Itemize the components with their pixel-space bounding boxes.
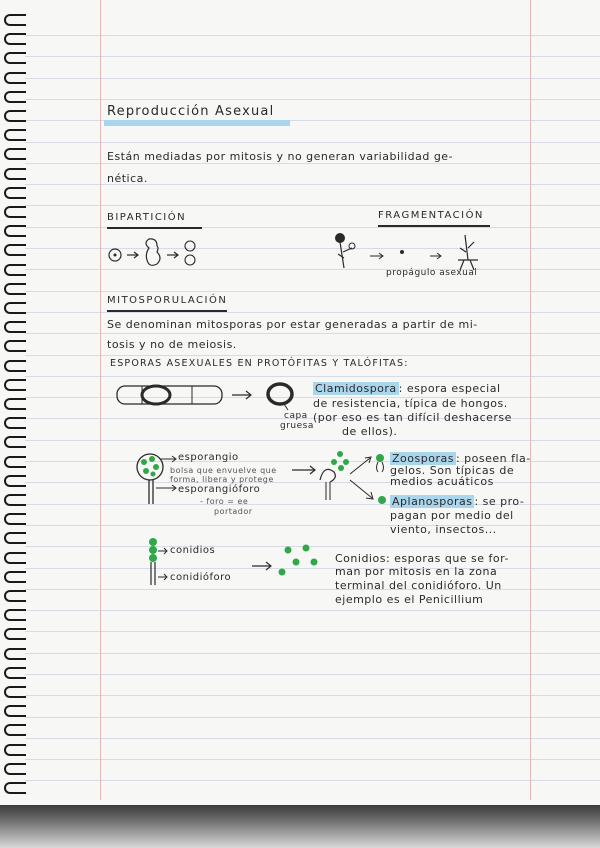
spiral-ring [4, 129, 26, 141]
ruled-line [25, 291, 600, 292]
esporangio-note-1: bolsa que envuelve que [170, 466, 277, 475]
esporangio-note-2: forma, libera y protege [170, 475, 274, 484]
spiral-ring [4, 532, 26, 544]
ruled-line [25, 35, 600, 36]
biparticion-heading: BIPARTICIÓN [107, 212, 187, 223]
spiral-ring [4, 686, 26, 698]
ruled-line [25, 717, 600, 718]
spiral-ring [4, 648, 26, 660]
ruled-line [25, 440, 600, 441]
clamidospora-diagram [112, 380, 312, 420]
ruled-line [25, 56, 600, 57]
intro-line-1: Están mediadas por mitosis y no generan variabilidad ge- [107, 150, 454, 163]
ruled-line [25, 695, 600, 696]
foro-note-2: portador [214, 507, 253, 516]
ruled-line [25, 610, 600, 611]
biparticion-underline [107, 227, 202, 229]
spiral-ring [4, 244, 26, 256]
ruled-line [25, 631, 600, 632]
spiral-ring [4, 360, 26, 372]
ruled-line [25, 142, 600, 143]
spiral-ring [4, 552, 26, 564]
conidios-label: conidios [170, 545, 216, 556]
clamidospora-line-1: Clamidospora : espora especial [315, 382, 501, 395]
conidios-line-1: Conidios: esporas que se for- [335, 552, 509, 565]
spiral-ring [4, 609, 26, 621]
clamidospora-line-4: de ellos). [342, 425, 398, 438]
conidia-release-diagram [250, 542, 330, 577]
ruled-line [25, 653, 600, 654]
biparticion-diagram [105, 240, 205, 270]
fragmentacion-heading: FRAGMENTACIÓN [378, 210, 484, 221]
ruled-line [25, 205, 600, 206]
spiral-ring [4, 72, 26, 84]
mitosporulacion-line-2: tosis y no de meiosis. [107, 338, 237, 351]
spore-release-diagram [290, 448, 400, 508]
spiral-ring [4, 398, 26, 410]
spiral-ring [4, 705, 26, 717]
ruled-line [25, 738, 600, 739]
ruled-line [25, 333, 600, 334]
zoosporas-term: Zoosporas [392, 452, 454, 465]
ruled-line [25, 376, 600, 377]
ruled-line [25, 759, 600, 760]
spiral-ring [4, 148, 26, 160]
ruled-line [25, 78, 600, 79]
ruled-line [25, 780, 600, 781]
ruled-line [25, 525, 600, 526]
esporangio-label: esporangio [178, 452, 239, 463]
ruled-line [25, 312, 600, 313]
conidios-line-2: man por mitosis en la zona [335, 565, 498, 578]
mitosporulacion-underline [107, 310, 227, 312]
spiral-ring [4, 206, 26, 218]
esporangioforo-label: esporangióforo [178, 484, 261, 495]
spiral-ring [4, 321, 26, 333]
spiral-ring [4, 225, 26, 237]
spiral-ring [4, 91, 26, 103]
spiral-ring [4, 187, 26, 199]
spiral-ring [4, 513, 26, 525]
margin-line-right [530, 0, 531, 800]
spiral-ring [4, 33, 26, 45]
spiral-ring [4, 763, 26, 775]
spiral-ring [4, 14, 26, 26]
ruled-line [25, 674, 600, 675]
conidios-line-3: terminal del conidióforo. Un [335, 579, 502, 592]
clamidospora-term: Clamidospora [315, 382, 397, 395]
spiral-ring [4, 782, 26, 794]
zoosporas-line-2: gelos. Son típicas de [390, 464, 515, 477]
page-title: Reproducción Asexual [107, 104, 275, 119]
zoosporas-line-3: medios acuáticos [390, 475, 494, 488]
spiral-ring [4, 571, 26, 583]
spiral-ring [4, 475, 26, 487]
conidioforo-label: conidióforo [170, 572, 232, 583]
spiral-ring [4, 744, 26, 756]
spiral-ring [4, 667, 26, 679]
spiral-ring [4, 283, 26, 295]
aplanosporas-term: Aplanosporas [392, 495, 473, 508]
spiral-ring [4, 302, 26, 314]
gruesa-label: gruesa [280, 421, 314, 431]
spiral-ring [4, 590, 26, 602]
spiral-ring [4, 52, 26, 64]
spiral-ring [4, 724, 26, 736]
fragmentacion-underline [378, 225, 490, 227]
margin-line-left [100, 0, 101, 800]
ruled-line [25, 355, 600, 356]
aplanosporas-line-3: viento, insectos... [390, 523, 497, 536]
esporas-heading: ESPORAS ASEXUALES EN PROTÓFITAS Y TALÓFITAS: [110, 358, 409, 369]
aplanosporas-line-2: pagan por medio del [390, 509, 514, 522]
aplanosporas-line-1: Aplanosporas : se pro- [392, 495, 525, 508]
spiral-ring [4, 379, 26, 391]
conidios-line-4: ejemplo es el Penicillium [335, 593, 484, 606]
ruled-line [25, 163, 600, 164]
intro-line-2: nética. [107, 172, 148, 185]
scan-bottom-edge [0, 805, 600, 848]
clamidospora-line-3: (por eso es tan difícil deshacerse [313, 411, 512, 424]
spiral-ring [4, 494, 26, 506]
ruled-line [25, 99, 600, 100]
spiral-ring [4, 110, 26, 122]
spiral-ring [4, 628, 26, 640]
mitosporulacion-heading: MITOSPORULACIÓN [107, 295, 228, 306]
spiral-ring [4, 340, 26, 352]
clamidospora-line-2: de resistencia, típica de hongos. [313, 397, 508, 410]
propagulo-label: propágulo asexual [386, 268, 478, 278]
spiral-ring [4, 264, 26, 276]
spiral-ring [4, 417, 26, 429]
spiral-ring [4, 168, 26, 180]
capa-label: capa [284, 411, 308, 421]
foro-note-1: - foro = ee [200, 497, 249, 506]
conidioforo-diagram [143, 537, 173, 587]
mitosporulacion-line-1: Se denominan mitosporas por estar generadas a partir de mi- [107, 318, 478, 331]
spiral-ring [4, 436, 26, 448]
spiral-ring [4, 456, 26, 468]
ruled-line [25, 589, 600, 590]
zoosporas-line-1: Zoosporas : poseen fla- [392, 452, 531, 465]
title-highlight [104, 120, 290, 126]
